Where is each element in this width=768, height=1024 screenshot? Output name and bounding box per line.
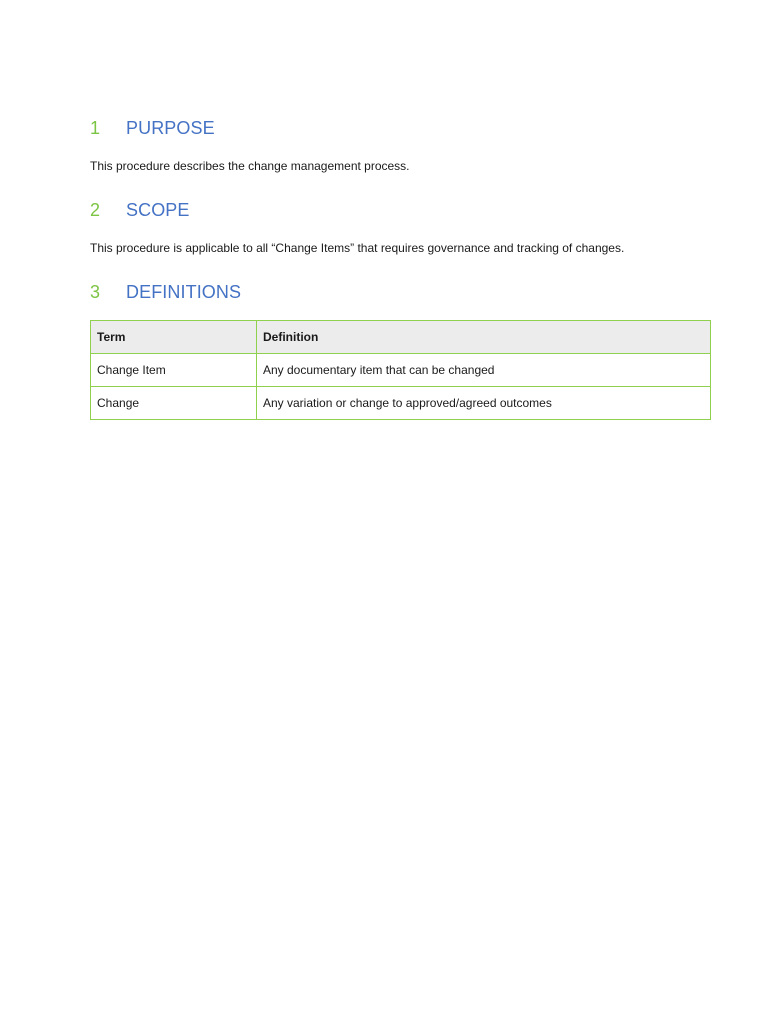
section-heading-definitions [90, 282, 241, 303]
scope-text: This procedure is applicable to all “Change Items” that requires governance and tracking of changes. [90, 241, 625, 255]
section-number: 2 [90, 200, 101, 220]
section-heading-purpose [90, 118, 215, 139]
table-header-term: Term [91, 321, 257, 354]
table-cell-definition: Any documentary item that can be changed [257, 354, 711, 387]
table-header-row [91, 321, 711, 354]
table-row [91, 354, 711, 387]
table-cell-definition: Any variation or change to approved/agreed outcomes [257, 387, 711, 420]
section-title: PURPOSE [126, 118, 215, 138]
section-number: 3 [90, 282, 101, 302]
table-cell-term: Change Item [91, 354, 257, 387]
definitions-table [90, 320, 711, 420]
table-cell-term: Change [91, 387, 257, 420]
table-row [91, 387, 711, 420]
table-header-definition: Definition [257, 321, 711, 354]
section-title: DEFINITIONS [126, 282, 242, 302]
purpose-text: This procedure describes the change management process. [90, 159, 410, 173]
section-heading-scope [90, 200, 190, 221]
section-title: SCOPE [126, 200, 190, 220]
section-number: 1 [90, 118, 101, 138]
